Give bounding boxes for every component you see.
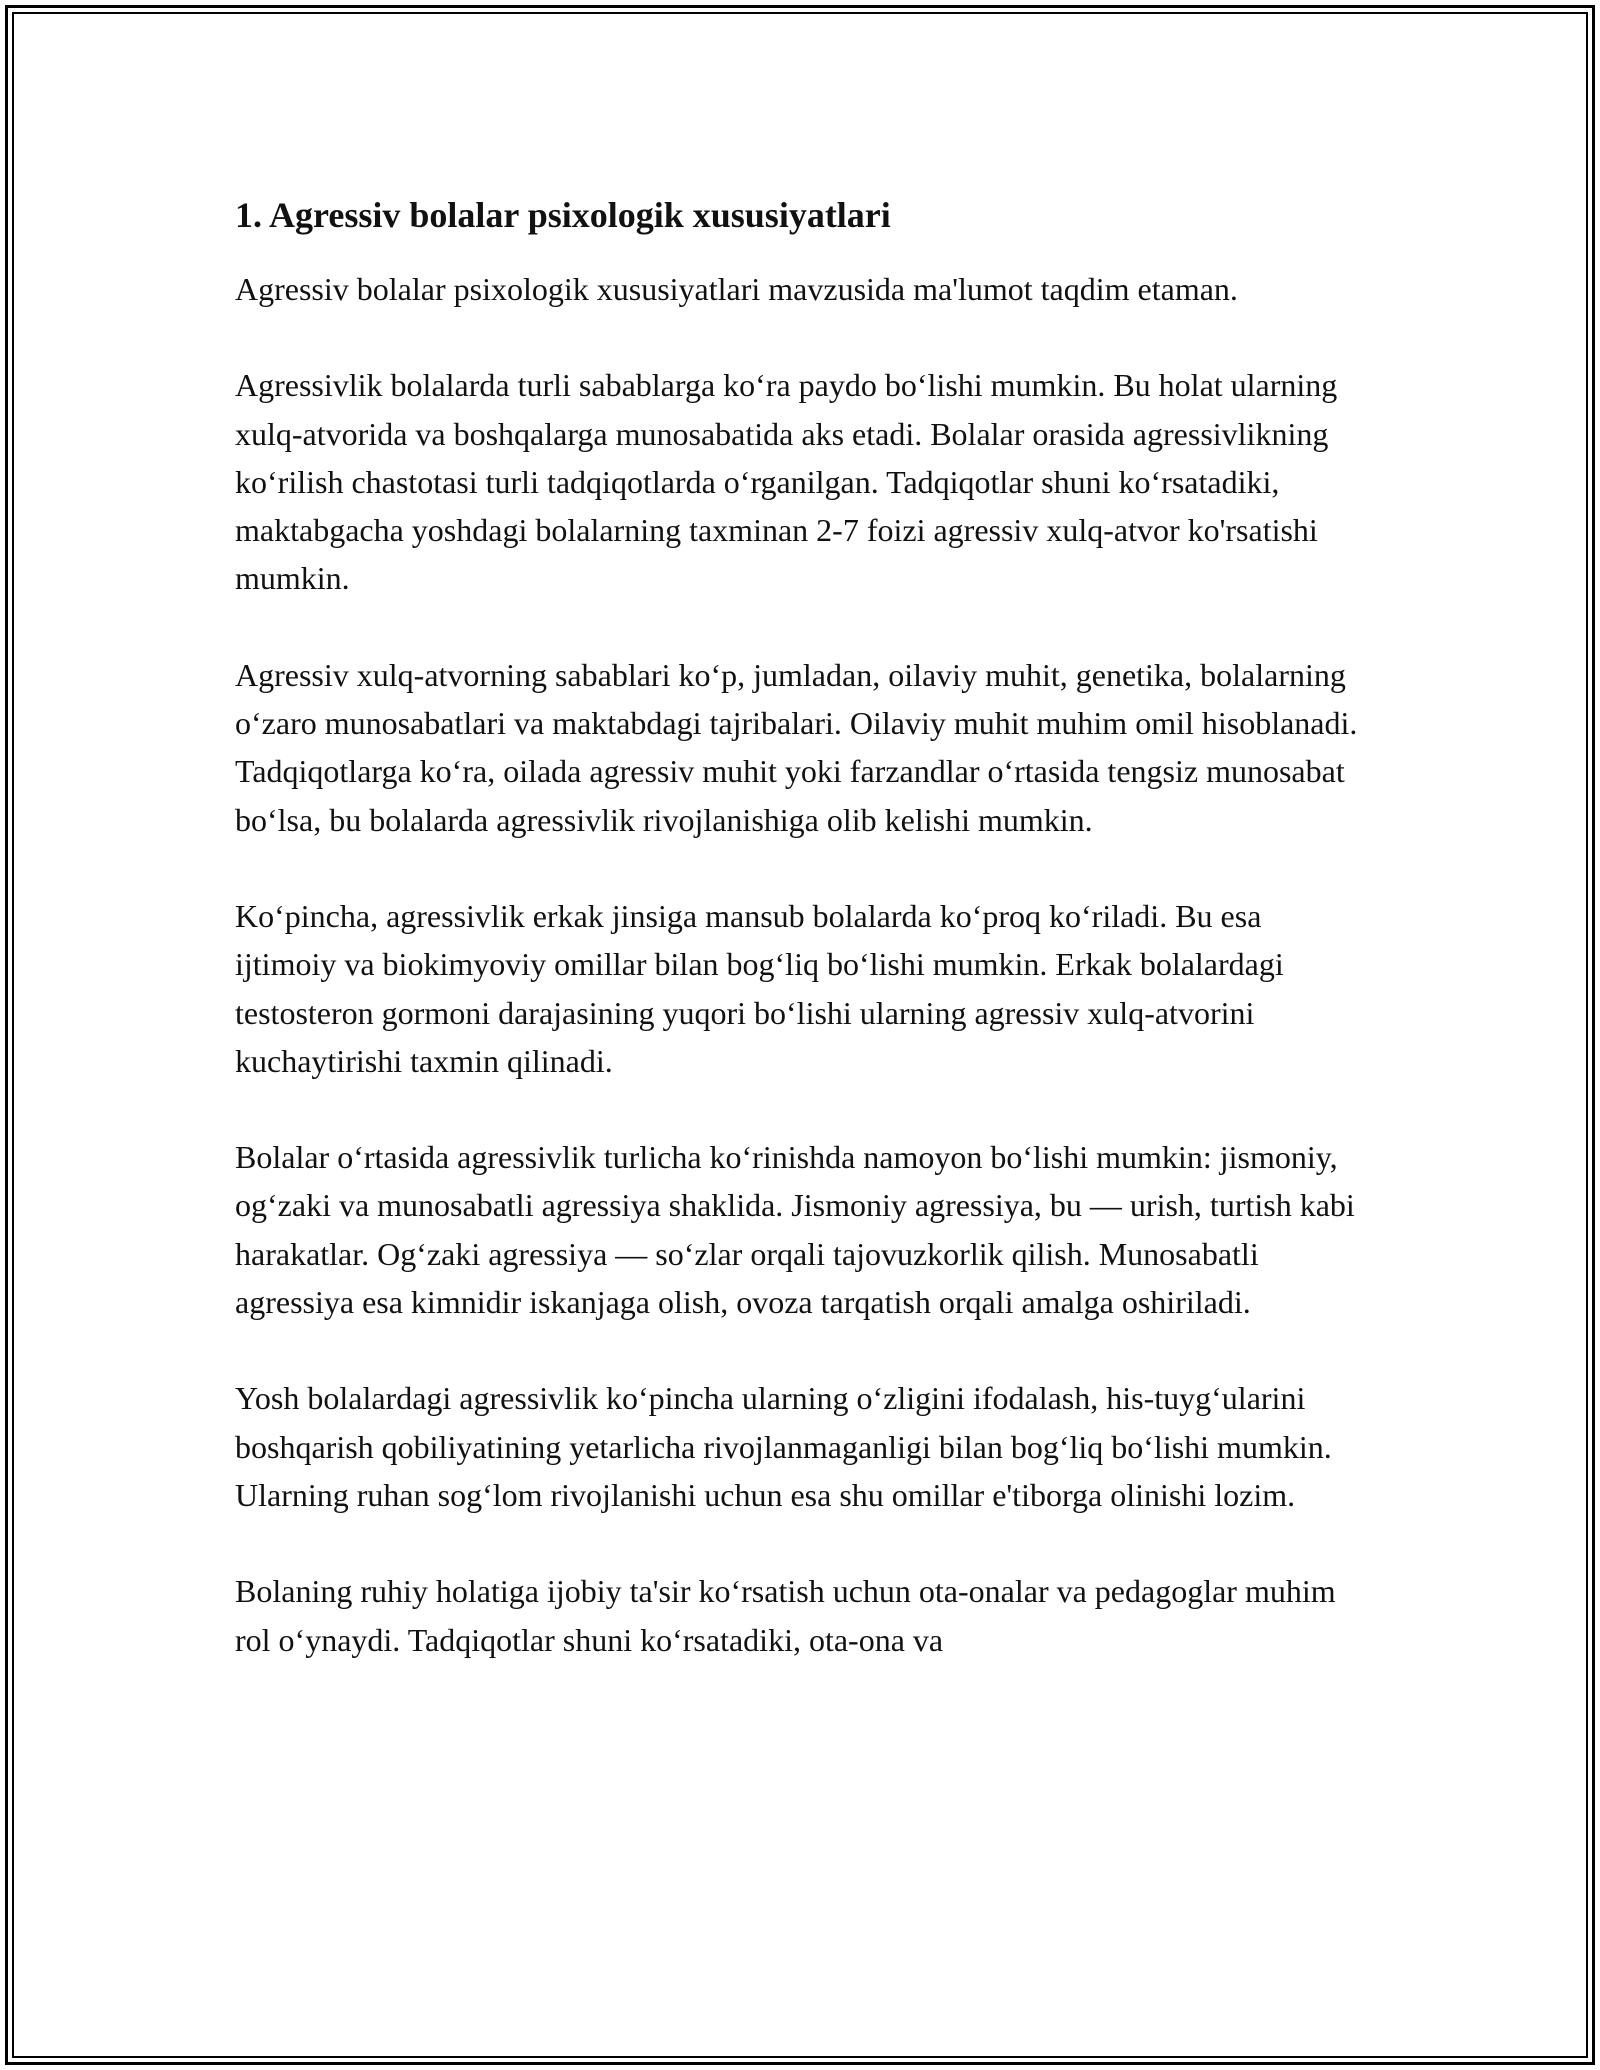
paragraph-causes-frequency: Agressivlik bolalarda turli sabablarga ko‘ra paydo bo‘lishi mumkin. Bu holat ularning xulq-atvorida va boshqalarga munosabatida aks etadi. Bolalar orasida agressivlikning ko‘rilish chastotasi turli tadqiqotlarda o‘rganilgan. Tadqiqotlar shuni ko‘rsatadiki, maktabgacha yoshdagi bolalarning taxminan 2-7 foizi agressiv xulq-atvor ko'rsatishi mumkin. (235, 367, 1338, 597)
paragraph-aggression-types: Bolalar o‘rtasida agressivlik turlicha ko‘rinishda namoyon bo‘lishi mumkin: jismoniy, og‘zaki va munosabatli agressiya shaklida. Jismoniy agressiya, bu — urish, turtish kabi harakatlar. Og‘zaki agressiya — so‘zlar orqali tajovuzkorlik qilish. Munosabatli agressiya esa kimnidir iskanjaga olish, ovoza tarqatish orqali amalga oshiriladi. (235, 1139, 1355, 1321)
paragraph-young-children: Yosh bolalardagi agressivlik ko‘pincha ularning o‘zligini ifodalash, his-tuyg‘ularini boshqarish qobiliyatining yetarlicha rivojlanmaganligi bilan bog‘liq bo‘lishi mumkin. Ularning ruhan sog‘lom rivojlanishi uchun esa shu omillar e'tiborga olinishi lozim. (235, 1380, 1332, 1513)
section-heading: 1. Agressiv bolalar psixologik xususiyatlari (235, 195, 891, 235)
paragraph-intro: Agressiv bolalar psixologik xususiyatlari mavzusida ma'lumot taqdim etaman. (235, 271, 1238, 307)
paragraph-parents-teachers: Bolaning ruhiy holatiga ijobiy ta'sir ko‘rsatish uchun ota-onalar va pedagoglar muhim rol o‘ynaydi. Tadqiqotlar shuni ko‘rsatadiki, ota-ona va (235, 1573, 1336, 1658)
paragraph-family-environment: Agressiv xulq-atvorning sabablari ko‘p, jumladan, oilaviy muhit, genetika, bolalarning o‘zaro munosabatlari va maktabdagi tajribalari. Oilaviy muhit muhim omil hisoblanadi. Tadqiqotlarga ko‘ra, oilada agressiv muhit yoki farzandlar o‘rtasida tengsiz munosabat bo‘lsa, bu bolalarda agressivlik rivojlanishiga olib kelishi mumkin. (235, 656, 1358, 838)
document-body (235, 183, 1365, 1712)
paragraph-gender-factors: Ko‘pincha, agressivlik erkak jinsiga mansub bolalarda ko‘proq ko‘riladi. Bu esa ijtimoiy va biokimyoviy omillar bilan bog‘liq bo‘lishi mumkin. Erkak bolalardagi testosteron gormoni darajasining yuqori bo‘lishi ularning agressiv xulq-atvorini kuchaytirishi taxmin qilinadi. (235, 897, 1284, 1079)
